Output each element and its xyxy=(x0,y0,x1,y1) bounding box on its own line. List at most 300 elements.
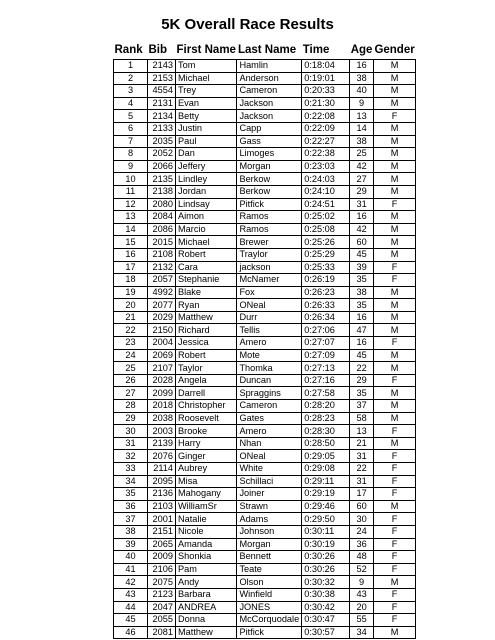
first-name-cell: Taylor xyxy=(176,362,237,375)
first-name-cell: WilliamSr xyxy=(176,500,237,513)
gender-cell: M xyxy=(373,437,415,450)
time-cell: 0:29:08 xyxy=(302,463,350,476)
gender-cell: M xyxy=(373,248,415,261)
bib-cell: 2069 xyxy=(148,349,176,362)
rank-cell: 38 xyxy=(114,525,148,538)
last-name-cell: Jackson xyxy=(237,97,302,110)
bib-cell: 2132 xyxy=(148,261,176,274)
last-name-cell: Fox xyxy=(237,286,302,299)
last-name-cell: Johnson xyxy=(237,525,302,538)
age-cell: 38 xyxy=(350,72,374,85)
first-name-cell: Amanda xyxy=(176,538,237,551)
gender-cell: F xyxy=(373,463,415,476)
age-cell: 38 xyxy=(350,135,374,148)
last-name-cell: jackson xyxy=(237,261,302,274)
gender-cell: M xyxy=(373,400,415,413)
age-cell: 31 xyxy=(350,198,374,211)
bib-cell: 2143 xyxy=(148,60,176,73)
table-row xyxy=(114,450,416,463)
bib-cell: 2003 xyxy=(148,425,176,438)
time-cell: 0:25:29 xyxy=(302,248,350,261)
last-name-cell: White xyxy=(237,463,302,476)
first-name-cell: Aimon xyxy=(176,211,237,224)
table-row xyxy=(114,286,416,299)
first-name-cell: Lindley xyxy=(176,173,237,186)
age-cell: 43 xyxy=(350,588,374,601)
bib-cell: 2028 xyxy=(148,374,176,387)
last-name-cell: Ramos xyxy=(237,223,302,236)
age-cell: 31 xyxy=(350,450,374,463)
gender-cell: M xyxy=(373,160,415,173)
first-name-cell: Michael xyxy=(176,236,237,249)
age-cell: 47 xyxy=(350,324,374,337)
bib-cell: 2150 xyxy=(148,324,176,337)
gender-cell: M xyxy=(373,148,415,161)
bib-cell: 2099 xyxy=(148,387,176,400)
rank-cell: 37 xyxy=(114,513,148,526)
time-cell: 0:25:26 xyxy=(302,236,350,249)
rank-cell: 29 xyxy=(114,412,148,425)
age-cell: 29 xyxy=(350,374,374,387)
bib-cell: 2077 xyxy=(148,299,176,312)
gender-cell: F xyxy=(373,563,415,576)
bib-cell: 2139 xyxy=(148,437,176,450)
table-row xyxy=(114,97,416,110)
first-name-cell: Aubrey xyxy=(176,463,237,476)
gender-cell: M xyxy=(373,60,415,73)
table-row xyxy=(114,588,416,601)
table-row xyxy=(114,626,416,639)
time-cell: 0:22:27 xyxy=(302,135,350,148)
first-name-cell: Shonkia xyxy=(176,551,237,564)
time-cell: 0:28:20 xyxy=(302,400,350,413)
table-row xyxy=(114,500,416,513)
table-row xyxy=(114,198,416,211)
table-row xyxy=(114,337,416,350)
rank-cell: 1 xyxy=(114,60,148,73)
gender-cell: M xyxy=(373,626,415,639)
age-cell: 37 xyxy=(350,400,374,413)
age-cell: 60 xyxy=(350,236,374,249)
first-name-cell: Stephanie xyxy=(176,274,237,287)
rank-cell: 15 xyxy=(114,236,148,249)
rank-cell: 30 xyxy=(114,425,148,438)
first-name-cell: ANDREA xyxy=(176,601,237,614)
time-cell: 0:27:16 xyxy=(302,374,350,387)
time-cell: 0:26:23 xyxy=(302,286,350,299)
table-row xyxy=(114,261,416,274)
time-cell: 0:25:02 xyxy=(302,211,350,224)
table-row xyxy=(114,324,416,337)
table-row xyxy=(114,387,416,400)
rank-cell: 6 xyxy=(114,122,148,135)
last-name-cell: ONeal xyxy=(237,450,302,463)
gender-cell: M xyxy=(373,185,415,198)
first-name-cell: Roosevelt xyxy=(176,412,237,425)
age-cell: 22 xyxy=(350,362,374,375)
age-cell: 31 xyxy=(350,475,374,488)
rank-cell: 16 xyxy=(114,248,148,261)
first-name-cell: Donna xyxy=(176,614,237,627)
bib-cell: 4554 xyxy=(148,85,176,98)
table-row xyxy=(114,475,416,488)
gender-cell: M xyxy=(373,236,415,249)
rank-cell: 40 xyxy=(114,551,148,564)
first-name-cell: Angela xyxy=(176,374,237,387)
age-cell: 14 xyxy=(350,122,374,135)
rank-cell: 19 xyxy=(114,286,148,299)
table-row xyxy=(114,437,416,450)
table-row xyxy=(114,311,416,324)
bib-cell: 2055 xyxy=(148,614,176,627)
first-name-cell: Marcio xyxy=(176,223,237,236)
bib-cell: 2038 xyxy=(148,412,176,425)
rank-cell: 33 xyxy=(114,463,148,476)
last-name-cell: Spraggins xyxy=(237,387,302,400)
age-cell: 35 xyxy=(350,274,374,287)
rank-cell: 18 xyxy=(114,274,148,287)
age-cell: 24 xyxy=(350,525,374,538)
bib-cell: 2135 xyxy=(148,173,176,186)
gender-cell: F xyxy=(373,614,415,627)
gender-cell: F xyxy=(373,551,415,564)
bib-cell: 2106 xyxy=(148,563,176,576)
table-row xyxy=(114,248,416,261)
bib-cell: 2138 xyxy=(148,185,176,198)
bib-cell: 2001 xyxy=(148,513,176,526)
age-cell: 16 xyxy=(350,60,374,73)
rank-cell: 41 xyxy=(114,563,148,576)
time-cell: 0:22:08 xyxy=(302,110,350,123)
rank-cell: 35 xyxy=(114,488,148,501)
rank-cell: 13 xyxy=(114,211,148,224)
time-cell: 0:18:04 xyxy=(302,60,350,73)
time-cell: 0:27:13 xyxy=(302,362,350,375)
first-name-cell: Jordan xyxy=(176,185,237,198)
bib-cell: 2009 xyxy=(148,551,176,564)
gender-cell: F xyxy=(373,450,415,463)
rank-cell: 39 xyxy=(114,538,148,551)
rank-cell: 14 xyxy=(114,223,148,236)
table-row xyxy=(114,85,416,98)
table-row xyxy=(114,374,416,387)
age-cell: 16 xyxy=(350,311,374,324)
rank-cell: 34 xyxy=(114,475,148,488)
time-cell: 0:30:38 xyxy=(302,588,350,601)
first-name-cell: Brooke xyxy=(176,425,237,438)
time-cell: 0:27:07 xyxy=(302,337,350,350)
gender-cell: M xyxy=(373,387,415,400)
bib-cell: 2075 xyxy=(148,576,176,589)
age-cell: 42 xyxy=(350,160,374,173)
age-cell: 39 xyxy=(350,261,374,274)
table-row xyxy=(114,513,416,526)
first-name-cell: Matthew xyxy=(176,626,237,639)
table-row xyxy=(114,72,416,85)
age-cell: 38 xyxy=(350,286,374,299)
header-row xyxy=(114,42,416,60)
gender-cell: M xyxy=(373,362,415,375)
first-name-cell: Trey xyxy=(176,85,237,98)
time-cell: 0:24:51 xyxy=(302,198,350,211)
rank-cell: 36 xyxy=(114,500,148,513)
last-name-cell: Mote xyxy=(237,349,302,362)
last-name-cell: Morgan xyxy=(237,160,302,173)
bib-cell: 2029 xyxy=(148,311,176,324)
gender-cell: M xyxy=(373,211,415,224)
bib-cell: 2103 xyxy=(148,500,176,513)
last-name-cell: Gass xyxy=(237,135,302,148)
table-row xyxy=(114,362,416,375)
age-cell: 20 xyxy=(350,601,374,614)
rank-cell: 27 xyxy=(114,387,148,400)
table-row xyxy=(114,223,416,236)
gender-cell: F xyxy=(373,274,415,287)
last-name-cell: Gates xyxy=(237,412,302,425)
first-name-cell: Mahogany xyxy=(176,488,237,501)
gender-cell: F xyxy=(373,475,415,488)
rank-cell: 17 xyxy=(114,261,148,274)
last-name-cell: Brewer xyxy=(237,236,302,249)
table-row xyxy=(114,122,416,135)
rank-cell: 28 xyxy=(114,400,148,413)
column-header-time: Time xyxy=(302,44,330,56)
bib-cell: 2151 xyxy=(148,525,176,538)
time-cell: 0:21:30 xyxy=(302,97,350,110)
age-cell: 48 xyxy=(350,551,374,564)
last-name-cell: Cameron xyxy=(237,400,302,413)
age-cell: 34 xyxy=(350,626,374,639)
age-cell: 40 xyxy=(350,85,374,98)
gender-cell: F xyxy=(373,488,415,501)
bib-cell: 2066 xyxy=(148,160,176,173)
first-name-cell: Michael xyxy=(176,72,237,85)
last-name-cell: McNamer xyxy=(237,274,302,287)
bib-cell: 2131 xyxy=(148,97,176,110)
table-row xyxy=(114,525,416,538)
gender-cell: M xyxy=(373,576,415,589)
rank-cell: 45 xyxy=(114,614,148,627)
age-cell: 13 xyxy=(350,425,374,438)
rank-cell: 2 xyxy=(114,72,148,85)
time-cell: 0:29:11 xyxy=(302,475,350,488)
table-row xyxy=(114,576,416,589)
last-name-cell: Hamlin xyxy=(237,60,302,73)
rank-cell: 22 xyxy=(114,324,148,337)
age-cell: 42 xyxy=(350,223,374,236)
gender-cell: M xyxy=(373,349,415,362)
age-cell: 21 xyxy=(350,437,374,450)
gender-cell: M xyxy=(373,97,415,110)
first-name-cell: Natalie xyxy=(176,513,237,526)
first-name-cell: Justin xyxy=(176,122,237,135)
gender-cell: M xyxy=(373,223,415,236)
bib-cell: 2086 xyxy=(148,223,176,236)
rank-cell: 20 xyxy=(114,299,148,312)
bib-cell: 2134 xyxy=(148,110,176,123)
last-name-cell: Joiner xyxy=(237,488,302,501)
time-cell: 0:20:33 xyxy=(302,85,350,98)
rank-cell: 11 xyxy=(114,185,148,198)
table-row xyxy=(114,400,416,413)
time-cell: 0:30:11 xyxy=(302,525,350,538)
time-cell: 0:24:10 xyxy=(302,185,350,198)
last-name-cell: Pitfick xyxy=(237,198,302,211)
table-row xyxy=(114,211,416,224)
last-name-cell: Thomka xyxy=(237,362,302,375)
last-name-cell: Amero xyxy=(237,425,302,438)
gender-cell: F xyxy=(373,513,415,526)
first-name-cell: Ryan xyxy=(176,299,237,312)
last-name-cell: Winfield xyxy=(237,588,302,601)
first-name-cell: Ginger xyxy=(176,450,237,463)
table-row xyxy=(114,551,416,564)
table-row xyxy=(114,425,416,438)
time-cell: 0:29:46 xyxy=(302,500,350,513)
rank-cell: 42 xyxy=(114,576,148,589)
first-name-cell: Blake xyxy=(176,286,237,299)
last-name-cell: JONES xyxy=(237,601,302,614)
bib-cell: 2076 xyxy=(148,450,176,463)
time-cell: 0:29:50 xyxy=(302,513,350,526)
rank-cell: 5 xyxy=(114,110,148,123)
rank-cell: 12 xyxy=(114,198,148,211)
results-table xyxy=(113,42,416,639)
age-cell: 25 xyxy=(350,148,374,161)
first-name-cell: Pam xyxy=(176,563,237,576)
time-cell: 0:30:26 xyxy=(302,563,350,576)
first-name-cell: Robert xyxy=(176,349,237,362)
rank-cell: 44 xyxy=(114,601,148,614)
time-cell: 0:30:47 xyxy=(302,614,350,627)
table-row xyxy=(114,601,416,614)
gender-cell: F xyxy=(373,337,415,350)
last-name-cell: Limoges xyxy=(237,148,302,161)
rank-cell: 8 xyxy=(114,148,148,161)
time-cell: 0:29:05 xyxy=(302,450,350,463)
column-header-gender: Gender xyxy=(374,44,415,56)
time-cell: 0:27:09 xyxy=(302,349,350,362)
table-row xyxy=(114,463,416,476)
age-cell: 45 xyxy=(350,349,374,362)
age-cell: 9 xyxy=(350,97,374,110)
age-cell: 13 xyxy=(350,110,374,123)
rank-cell: 9 xyxy=(114,160,148,173)
gender-cell: M xyxy=(373,299,415,312)
time-cell: 0:24:03 xyxy=(302,173,350,186)
table-row xyxy=(114,488,416,501)
column-header-last-name: Last Name xyxy=(237,44,297,56)
age-cell: 22 xyxy=(350,463,374,476)
first-name-cell: Richard xyxy=(176,324,237,337)
time-cell: 0:30:19 xyxy=(302,538,350,551)
gender-cell: M xyxy=(373,173,415,186)
last-name-cell: Capp xyxy=(237,122,302,135)
table-row xyxy=(114,563,416,576)
table-row xyxy=(114,236,416,249)
first-name-cell: Lindsay xyxy=(176,198,237,211)
bib-cell: 2015 xyxy=(148,236,176,249)
bib-cell: 2004 xyxy=(148,337,176,350)
gender-cell: M xyxy=(373,311,415,324)
last-name-cell: Strawn xyxy=(237,500,302,513)
bib-cell: 2133 xyxy=(148,122,176,135)
first-name-cell: Paul xyxy=(176,135,237,148)
table-row xyxy=(114,173,416,186)
rank-cell: 7 xyxy=(114,135,148,148)
first-name-cell: Christopher xyxy=(176,400,237,413)
gender-cell: F xyxy=(373,588,415,601)
bib-cell: 2081 xyxy=(148,626,176,639)
bib-cell: 2095 xyxy=(148,475,176,488)
first-name-cell: Barbara xyxy=(176,588,237,601)
page-title: 5K Overall Race Results xyxy=(161,16,334,33)
rank-cell: 32 xyxy=(114,450,148,463)
first-name-cell: Misa xyxy=(176,475,237,488)
bib-cell: 2035 xyxy=(148,135,176,148)
bib-cell: 2065 xyxy=(148,538,176,551)
bib-cell: 2136 xyxy=(148,488,176,501)
column-header-rank: Rank xyxy=(114,44,143,56)
bib-cell: 2018 xyxy=(148,400,176,413)
last-name-cell: Adams xyxy=(237,513,302,526)
time-cell: 0:26:34 xyxy=(302,311,350,324)
rank-cell: 31 xyxy=(114,437,148,450)
column-header-first-name: First Name xyxy=(176,44,236,56)
last-name-cell: Cameron xyxy=(237,85,302,98)
age-cell: 16 xyxy=(350,211,374,224)
last-name-cell: Nhan xyxy=(237,437,302,450)
first-name-cell: Robert xyxy=(176,248,237,261)
table-row xyxy=(114,60,416,73)
bib-cell: 2123 xyxy=(148,588,176,601)
time-cell: 0:26:19 xyxy=(302,274,350,287)
gender-cell: M xyxy=(373,324,415,337)
last-name-cell: Ramos xyxy=(237,211,302,224)
bib-cell: 2108 xyxy=(148,248,176,261)
rank-cell: 23 xyxy=(114,337,148,350)
last-name-cell: Morgan xyxy=(237,538,302,551)
age-cell: 35 xyxy=(350,299,374,312)
last-name-cell: Anderson xyxy=(237,72,302,85)
gender-cell: M xyxy=(373,135,415,148)
time-cell: 0:27:06 xyxy=(302,324,350,337)
column-header-bib: Bib xyxy=(148,44,168,56)
age-cell: 58 xyxy=(350,412,374,425)
bib-cell: 2080 xyxy=(148,198,176,211)
time-cell: 0:22:09 xyxy=(302,122,350,135)
first-name-cell: Evan xyxy=(176,97,237,110)
gender-cell: M xyxy=(373,412,415,425)
last-name-cell: Bennett xyxy=(237,551,302,564)
last-name-cell: McCorquodale xyxy=(237,614,302,627)
first-name-cell: Harry xyxy=(176,437,237,450)
rank-cell: 3 xyxy=(114,85,148,98)
table-row xyxy=(114,148,416,161)
last-name-cell: Tellis xyxy=(237,324,302,337)
results-body xyxy=(114,60,416,639)
table-row xyxy=(114,135,416,148)
time-cell: 0:30:26 xyxy=(302,551,350,564)
age-cell: 35 xyxy=(350,387,374,400)
time-cell: 0:23:03 xyxy=(302,160,350,173)
table-row xyxy=(114,274,416,287)
last-name-cell: Olson xyxy=(237,576,302,589)
time-cell: 0:29:19 xyxy=(302,488,350,501)
gender-cell: M xyxy=(373,72,415,85)
gender-cell: F xyxy=(373,198,415,211)
last-name-cell: Pitfick xyxy=(237,626,302,639)
